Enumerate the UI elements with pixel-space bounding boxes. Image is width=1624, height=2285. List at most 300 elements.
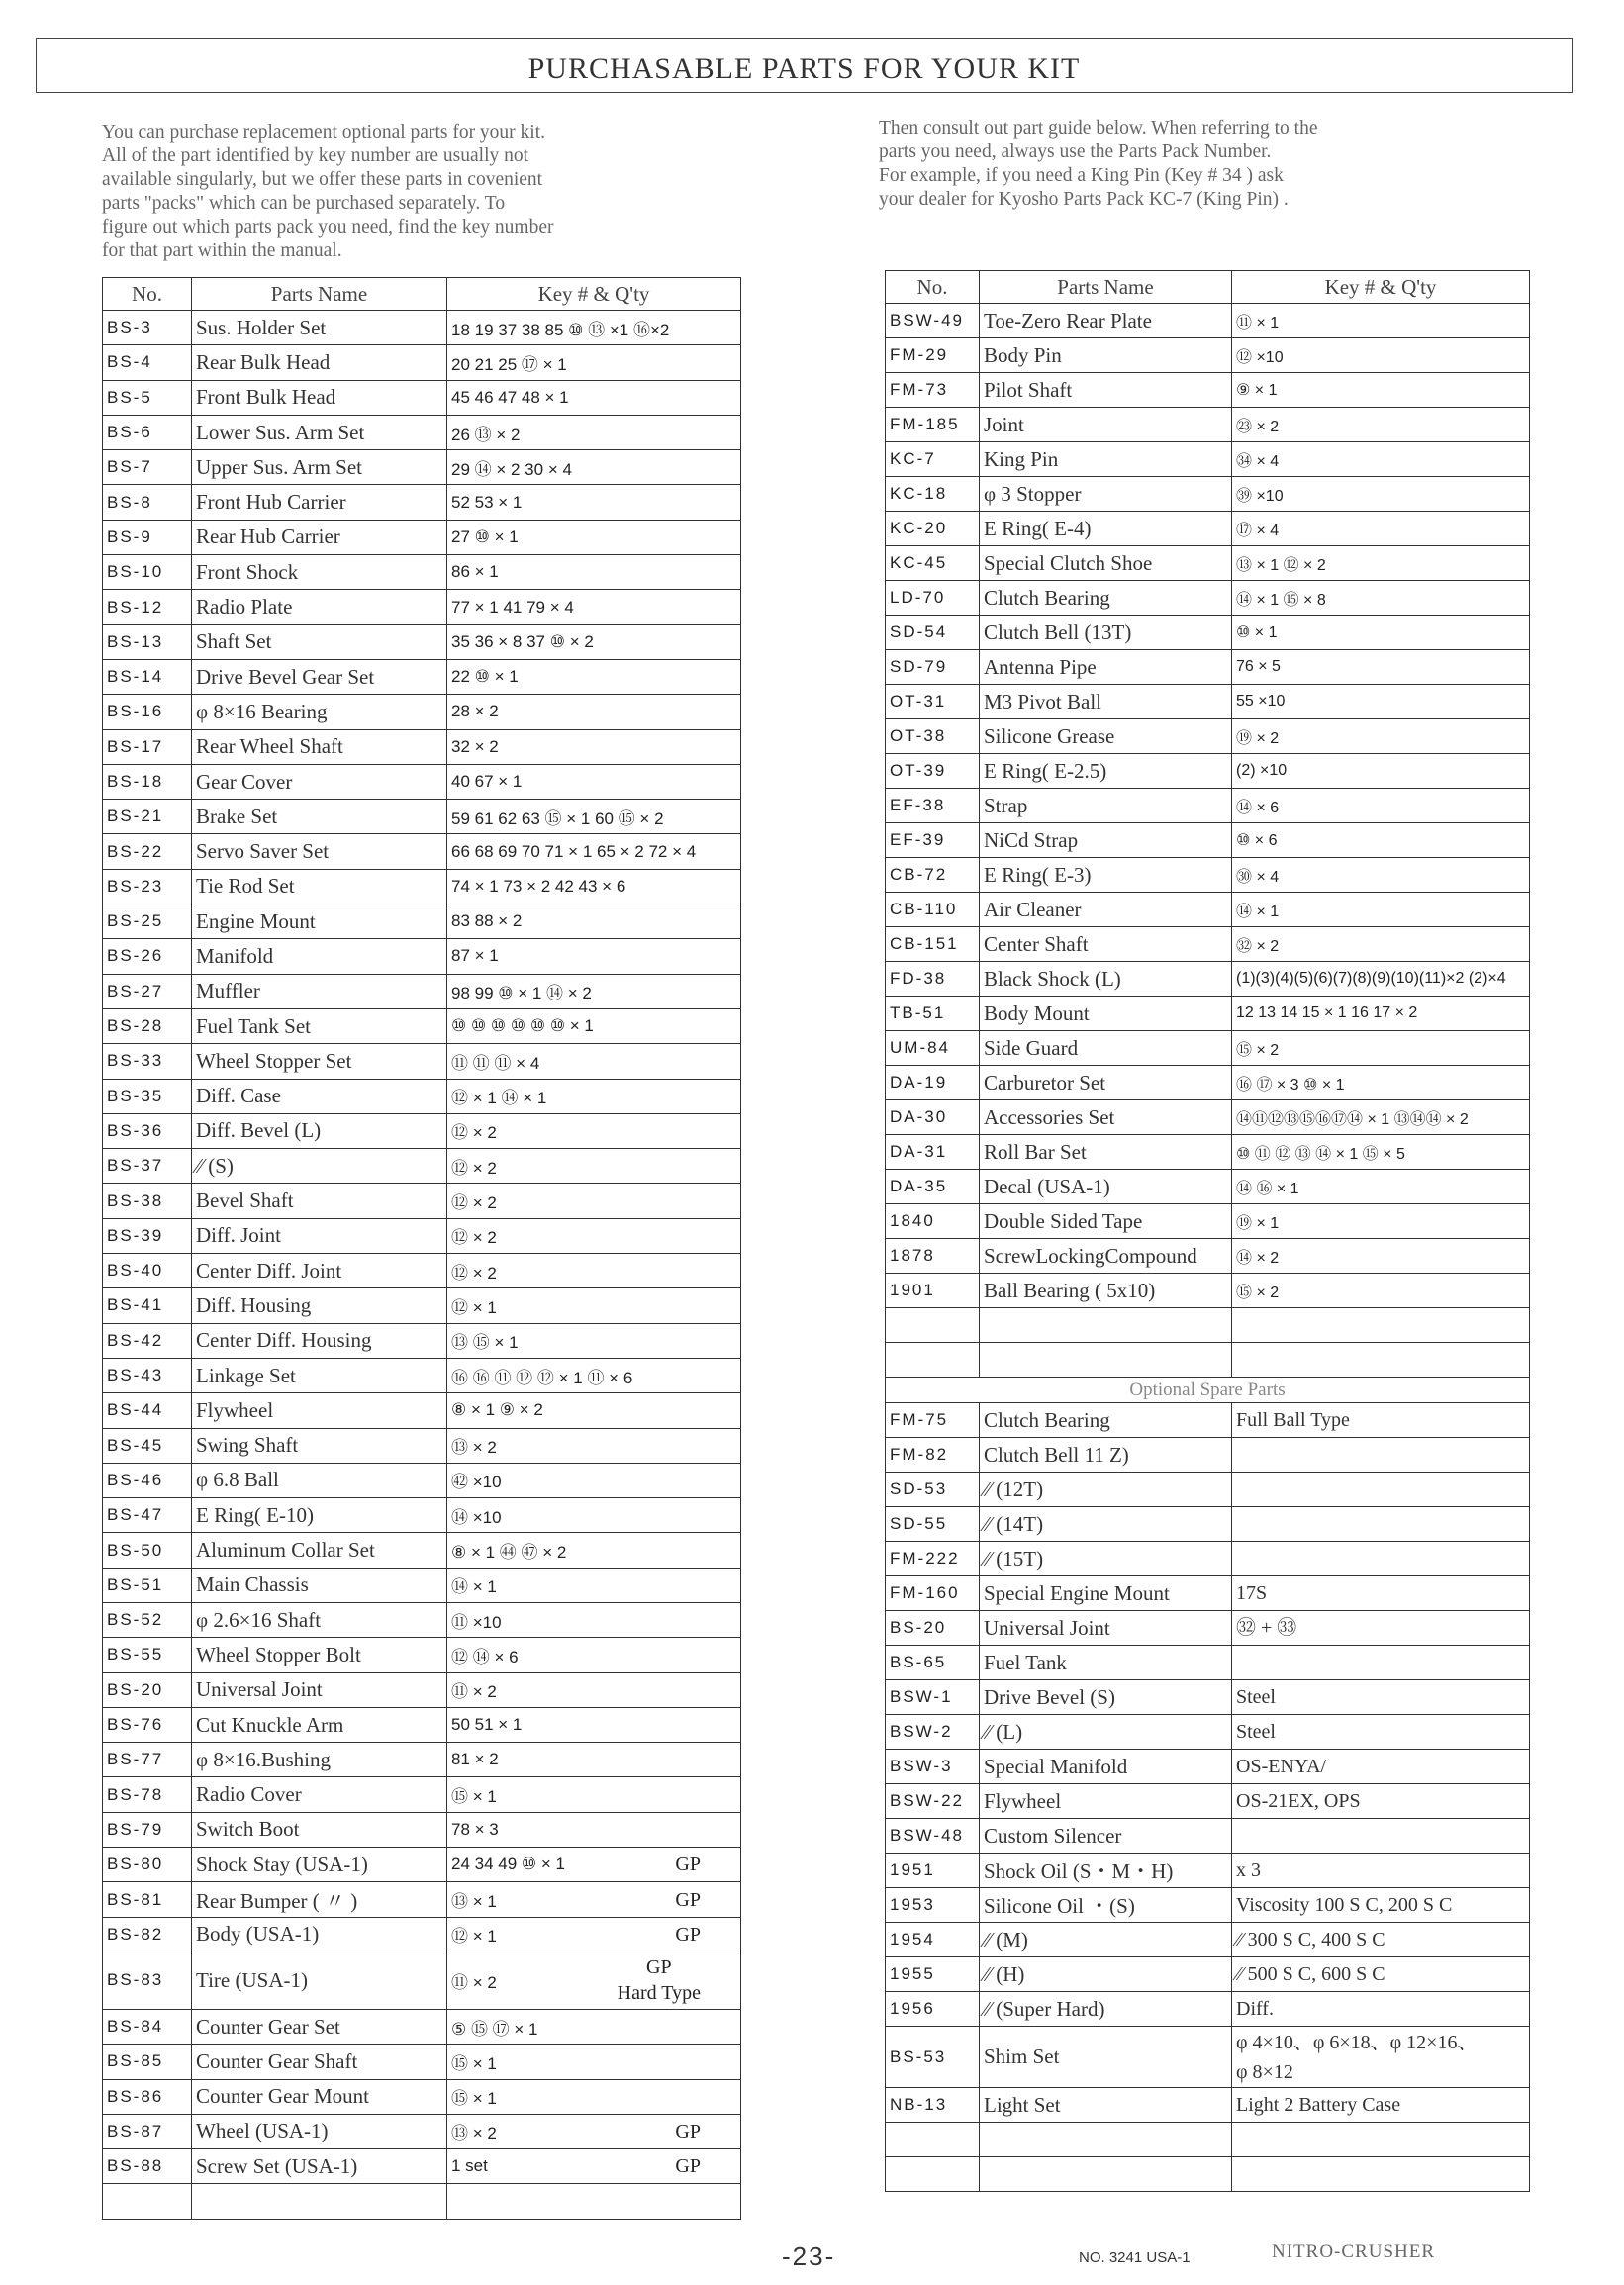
part-name: Custom Silencer xyxy=(980,1819,1232,1854)
part-name xyxy=(192,2184,447,2219)
key-qty-cell xyxy=(447,1393,741,1428)
part-name: E Ring( E-3) xyxy=(980,858,1232,893)
key-qty: (1)(3)(4)(5)(6)(7)(8)(9)(10)(11)×2 (2)×4 xyxy=(1232,962,1530,997)
table-row xyxy=(886,754,1530,789)
part-number: 1878 xyxy=(886,1239,980,1274)
part-number: DA-35 xyxy=(886,1170,980,1204)
key-qty-cell xyxy=(447,624,741,659)
part-name: Special Manifold xyxy=(980,1750,1232,1784)
key-qty: ⑧ × 1 ㊹ ㊼ × 2 xyxy=(451,1543,567,1563)
table-row xyxy=(886,823,1530,858)
key-qty-cell xyxy=(447,345,741,380)
part-name: King Pin xyxy=(980,442,1232,477)
key-qty: ⑭ ×10 xyxy=(451,1507,502,1527)
part-number: BS-79 xyxy=(103,1812,192,1847)
part-number: BS-16 xyxy=(103,695,192,729)
key-qty-cell xyxy=(447,729,741,764)
table-header-row xyxy=(886,271,1530,304)
optional-row xyxy=(886,2157,1530,2192)
part-name: Clutch Bearing xyxy=(980,1403,1232,1438)
key-qty xyxy=(1232,1343,1530,1378)
part-number: DA-31 xyxy=(886,1135,980,1170)
table-row xyxy=(103,729,741,764)
part-name: Toe-Zero Rear Plate xyxy=(980,304,1232,338)
key-qty: ⑫ × 2 xyxy=(451,1158,497,1178)
table-row xyxy=(886,650,1530,685)
part-name: Special Clutch Shoe xyxy=(980,546,1232,581)
part-name: Light Set xyxy=(980,2088,1232,2123)
part-number: BS-51 xyxy=(103,1568,192,1602)
key-qty: ⑩ × 6 xyxy=(1232,823,1530,858)
key-qty-cell xyxy=(447,1323,741,1358)
part-number: BS-4 xyxy=(103,345,192,380)
table-row xyxy=(103,2149,741,2184)
table-row xyxy=(886,581,1530,616)
key-qty: ⑫ × 2 xyxy=(451,1123,497,1143)
part-number: BS-13 xyxy=(103,624,192,659)
optional-row xyxy=(886,1438,1530,1473)
part-note xyxy=(1232,2123,1530,2157)
model-number: NO. 3241 USA-1 xyxy=(1079,2249,1191,2266)
part-name: Shim Set xyxy=(980,2027,1232,2088)
part-number: CB-110 xyxy=(886,893,980,927)
header-no: No. xyxy=(103,278,192,311)
part-number: KC-18 xyxy=(886,477,980,512)
part-number: BS-20 xyxy=(103,1672,192,1707)
part-name: Wheel Stopper Set xyxy=(192,1044,447,1079)
key-qty: ⑬ × 2 xyxy=(451,1438,497,1458)
optional-row xyxy=(886,1403,1530,1438)
part-note: ⁄⁄ 300 S C, 400 S C xyxy=(1232,1923,1530,1957)
part-note: ⁄⁄ 500 S C, 600 S C xyxy=(1232,1957,1530,1992)
table-row xyxy=(103,1777,741,1812)
table-row xyxy=(103,1008,741,1043)
table-row xyxy=(103,2114,741,2148)
table-row xyxy=(103,869,741,904)
key-qty-cell xyxy=(447,1812,741,1847)
key-qty: 77 × 1 41 79 × 4 xyxy=(451,597,574,617)
grade-note: GP xyxy=(675,1854,701,1876)
part-number: BS-22 xyxy=(103,834,192,869)
key-qty: 12 13 14 15 × 1 16 17 × 2 xyxy=(1232,997,1530,1031)
part-number: BS-5 xyxy=(103,380,192,415)
part-note: x 3 xyxy=(1232,1854,1530,1888)
table-row xyxy=(103,1079,741,1113)
grade-note: GP xyxy=(675,1888,701,1911)
part-name: Fuel Tank xyxy=(980,1646,1232,1680)
part-number: 1954 xyxy=(886,1923,980,1957)
table-row xyxy=(103,1882,741,1917)
part-name: Screw Set (USA-1) xyxy=(192,2149,447,2184)
part-name: φ 8×16.Bushing xyxy=(192,1743,447,1777)
table-row xyxy=(103,1358,741,1392)
key-qty: ⑬ × 1 ⑫ × 2 xyxy=(1232,546,1530,581)
key-qty: ⑧ × 1 ⑨ × 2 xyxy=(451,1400,543,1420)
part-name: Center Diff. Joint xyxy=(192,1254,447,1288)
part-number: KC-20 xyxy=(886,512,980,546)
key-qty: ⑲ × 2 xyxy=(1232,719,1530,754)
part-name: Universal Joint xyxy=(980,1611,1232,1646)
table-row xyxy=(103,345,741,380)
optional-row xyxy=(886,1646,1530,1680)
table-row xyxy=(886,858,1530,893)
part-number: EF-38 xyxy=(886,789,980,823)
part-number: OT-38 xyxy=(886,719,980,754)
table-row xyxy=(103,415,741,449)
table-row xyxy=(103,764,741,799)
part-name: Manifold xyxy=(192,939,447,974)
part-note: Steel xyxy=(1232,1715,1530,1750)
table-row xyxy=(886,1066,1530,1100)
key-qty: ⑫ ×10 xyxy=(1232,338,1530,373)
table-row xyxy=(103,1917,741,1952)
part-name: E Ring( E-4) xyxy=(980,512,1232,546)
table-row xyxy=(103,695,741,729)
kit-name: NITRO-CRUSHER xyxy=(1272,2241,1436,2262)
part-number: BS-81 xyxy=(103,1882,192,1917)
part-number: BS-6 xyxy=(103,415,192,449)
part-note: Full Ball Type xyxy=(1232,1403,1530,1438)
part-number: 1953 xyxy=(886,1888,980,1923)
part-number: BS-26 xyxy=(103,939,192,974)
key-qty: ⑮ × 1 xyxy=(451,2053,497,2073)
key-qty: ⑭ × 1 ⑮ × 8 xyxy=(1232,581,1530,616)
table-row xyxy=(103,1463,741,1497)
part-name: Wheel (USA-1) xyxy=(192,2114,447,2148)
key-qty: 20 21 25 ⑰ × 1 xyxy=(451,354,567,374)
key-qty-cell xyxy=(447,1533,741,1568)
key-qty-cell xyxy=(447,834,741,869)
table-row xyxy=(103,1638,741,1672)
part-number xyxy=(886,2123,980,2157)
key-qty: ⑮ × 1 xyxy=(451,2089,497,2109)
part-note: Steel xyxy=(1232,1680,1530,1715)
key-qty: ⑮ × 2 xyxy=(1232,1031,1530,1066)
part-name: Diff. Housing xyxy=(192,1288,447,1323)
part-number: BS-77 xyxy=(103,1743,192,1777)
part-number: FM-73 xyxy=(886,373,980,408)
key-qty: ⑪ × 2 xyxy=(451,1972,497,1992)
key-qty: 50 51 × 1 xyxy=(451,1715,523,1735)
key-qty-cell xyxy=(447,2079,741,2114)
part-name: ⁄⁄ (S) xyxy=(192,1149,447,1184)
part-number: FM-82 xyxy=(886,1438,980,1473)
part-number: BS-82 xyxy=(103,1917,192,1952)
part-name: E Ring( E-10) xyxy=(192,1498,447,1533)
part-number: BS-20 xyxy=(886,1611,980,1646)
table-row xyxy=(103,590,741,624)
key-qty: 83 88 × 2 xyxy=(451,911,523,931)
optional-row xyxy=(886,1611,1530,1646)
part-name: ⁄⁄ (14T) xyxy=(980,1507,1232,1542)
table-row xyxy=(103,1323,741,1358)
key-qty: ⑫ × 1 xyxy=(451,1927,497,1947)
table-row xyxy=(886,1170,1530,1204)
part-number: FM-160 xyxy=(886,1576,980,1611)
optional-row xyxy=(886,1507,1530,1542)
part-name xyxy=(980,2157,1232,2192)
part-number: 1901 xyxy=(886,1274,980,1308)
part-name: Body Mount xyxy=(980,997,1232,1031)
table-row xyxy=(886,997,1530,1031)
key-qty-cell xyxy=(447,2045,741,2079)
part-name: Drive Bevel Gear Set xyxy=(192,659,447,694)
table-row xyxy=(103,2009,741,2044)
part-note: OS-21EX, OPS xyxy=(1232,1784,1530,1819)
table-row xyxy=(103,1812,741,1847)
part-name: Shaft Set xyxy=(192,624,447,659)
part-name: M3 Pivot Ball xyxy=(980,685,1232,719)
key-qty-cell xyxy=(447,1184,741,1218)
part-number: BS-39 xyxy=(103,1218,192,1253)
part-number: DA-19 xyxy=(886,1066,980,1100)
intro-left: You can purchase replacement optional parts for your kit. All of the part identified by key number are usually not available singularly, but we offer these parts in covenient parts "packs" which can be purchased separately. To figure out which parts pack you need, find the key number for that part within the manual. xyxy=(102,122,554,261)
key-qty: 86 × 1 xyxy=(451,562,499,582)
table-row xyxy=(886,962,1530,997)
part-name: Center Shaft xyxy=(980,927,1232,962)
key-qty-cell xyxy=(447,904,741,939)
key-qty-cell xyxy=(447,1498,741,1533)
part-number: BS-43 xyxy=(103,1358,192,1392)
part-number: 1840 xyxy=(886,1204,980,1239)
optional-row xyxy=(886,1576,1530,1611)
part-number: BS-80 xyxy=(103,1848,192,1882)
part-name: Rear Wheel Shaft xyxy=(192,729,447,764)
grade-note: GP xyxy=(675,1923,701,1946)
intro-right: Then consult out part guide below. When referring to the parts you need, always use the Parts Pack Number. For example, if you need a King Pin (Key # 34 ) ask your dealer for Kyosho Parts Pack KC-7 (King Pin) . xyxy=(879,118,1318,210)
key-qty-cell xyxy=(447,311,741,345)
part-name: ⁄⁄ (Super Hard) xyxy=(980,1992,1232,2027)
part-name: Muffler xyxy=(192,974,447,1008)
optional-row xyxy=(886,1923,1530,1957)
part-number: BSW-1 xyxy=(886,1680,980,1715)
part-name: Decal (USA-1) xyxy=(980,1170,1232,1204)
part-number: CB-151 xyxy=(886,927,980,962)
key-qty: ⑬ × 2 xyxy=(451,2124,497,2143)
part-note xyxy=(1232,1819,1530,1854)
table-row xyxy=(103,1568,741,1602)
key-qty-cell xyxy=(447,695,741,729)
part-number: CB-72 xyxy=(886,858,980,893)
optional-spare-parts-title: Optional Spare Parts xyxy=(886,1378,1530,1403)
optional-row xyxy=(886,1819,1530,1854)
key-qty: ⑮ × 2 xyxy=(1232,1274,1530,1308)
part-name: Counter Gear Mount xyxy=(192,2079,447,2114)
key-qty: ㉓ × 2 xyxy=(1232,408,1530,442)
key-qty: 59 61 62 63 ⑮ × 1 60 ⑮ × 2 xyxy=(451,809,664,828)
key-qty: ⑪ ⑪ ⑪ × 4 xyxy=(451,1053,540,1073)
table-row xyxy=(103,1602,741,1637)
part-number: BS-9 xyxy=(103,520,192,554)
key-qty: 27 ⑩ × 1 xyxy=(451,526,519,546)
part-number: BS-17 xyxy=(103,729,192,764)
part-number: BS-36 xyxy=(103,1113,192,1148)
part-name: Silicone Grease xyxy=(980,719,1232,754)
part-name: Swing Shaft xyxy=(192,1428,447,1463)
part-name: Side Guard xyxy=(980,1031,1232,1066)
part-name: Body Pin xyxy=(980,338,1232,373)
part-number: BS-46 xyxy=(103,1463,192,1497)
part-name: Radio Cover xyxy=(192,1777,447,1812)
part-number: SD-55 xyxy=(886,1507,980,1542)
part-number: BS-41 xyxy=(103,1288,192,1323)
part-number: BSW-22 xyxy=(886,1784,980,1819)
part-name: Tie Rod Set xyxy=(192,869,447,904)
part-number: BSW-2 xyxy=(886,1715,980,1750)
key-qty: ⑭ × 1 xyxy=(1232,893,1530,927)
key-qty: ⑨ × 1 xyxy=(1232,373,1530,408)
optional-row xyxy=(886,2027,1530,2088)
key-qty: ⑫ × 1 ⑭ × 1 xyxy=(451,1089,547,1108)
part-name: Antenna Pipe xyxy=(980,650,1232,685)
part-name: Double Sided Tape xyxy=(980,1204,1232,1239)
part-number xyxy=(886,1343,980,1378)
part-name: Switch Boot xyxy=(192,1812,447,1847)
key-qty-cell xyxy=(447,869,741,904)
part-number: BS-21 xyxy=(103,800,192,834)
key-qty-cell xyxy=(447,1707,741,1742)
table-row xyxy=(886,1274,1530,1308)
table-row xyxy=(886,338,1530,373)
key-qty: ⑰ × 4 xyxy=(1232,512,1530,546)
part-number: BS-18 xyxy=(103,764,192,799)
part-name: ⁄⁄ (12T) xyxy=(980,1473,1232,1507)
table-row xyxy=(103,659,741,694)
table-row xyxy=(103,1743,741,1777)
key-qty-cell xyxy=(447,1358,741,1392)
part-name xyxy=(980,2123,1232,2157)
part-name: Special Engine Mount xyxy=(980,1576,1232,1611)
header-key-qty: Key # & Q'ty xyxy=(447,278,741,311)
part-name: Joint xyxy=(980,408,1232,442)
optional-header-row xyxy=(886,1378,1530,1403)
table-row xyxy=(886,1204,1530,1239)
part-number: BS-10 xyxy=(103,555,192,590)
key-qty: 55 ×10 xyxy=(1232,685,1530,719)
part-number: UM-84 xyxy=(886,1031,980,1066)
key-qty-cell xyxy=(447,1602,741,1637)
key-qty: 18 19 37 38 85 ⑩ ⑬ ×1 ⑯×2 xyxy=(451,320,670,339)
part-name: Air Cleaner xyxy=(980,893,1232,927)
key-qty: ⑫ ⑭ × 6 xyxy=(451,1647,519,1666)
key-qty: 98 99 ⑩ × 1 ⑭ × 2 xyxy=(451,984,592,1003)
part-number: FM-29 xyxy=(886,338,980,373)
part-name: Front Shock xyxy=(192,555,447,590)
key-qty-cell xyxy=(447,1777,741,1812)
key-qty-cell xyxy=(447,380,741,415)
key-qty-cell xyxy=(447,974,741,1008)
part-name: Drive Bevel (S) xyxy=(980,1680,1232,1715)
table-row xyxy=(886,1239,1530,1274)
optional-row xyxy=(886,1542,1530,1576)
part-number: BS-83 xyxy=(103,1952,192,2009)
table-row xyxy=(103,450,741,485)
key-qty-cell xyxy=(447,1079,741,1113)
table-row xyxy=(103,311,741,345)
part-name: Main Chassis xyxy=(192,1568,447,1602)
key-qty-cell xyxy=(447,1463,741,1497)
part-number: SD-53 xyxy=(886,1473,980,1507)
part-note xyxy=(1232,1542,1530,1576)
part-note xyxy=(1232,1507,1530,1542)
part-number: BS-87 xyxy=(103,2114,192,2148)
part-number: EF-39 xyxy=(886,823,980,858)
part-number: FM-75 xyxy=(886,1403,980,1438)
table-row xyxy=(103,2045,741,2079)
key-qty-cell xyxy=(447,800,741,834)
optional-row xyxy=(886,1750,1530,1784)
header-parts-name: Parts Name xyxy=(980,271,1232,304)
key-qty-cell xyxy=(447,1882,741,1917)
key-qty-cell xyxy=(447,2149,741,2184)
part-number: FD-38 xyxy=(886,962,980,997)
part-name: Diff. Bevel (L) xyxy=(192,1113,447,1148)
key-qty: 45 46 47 48 × 1 xyxy=(451,387,569,407)
key-qty-cell xyxy=(447,1218,741,1253)
header-parts-name: Parts Name xyxy=(192,278,447,311)
part-name: ⁄⁄ (H) xyxy=(980,1957,1232,1992)
table-row xyxy=(103,1184,741,1218)
part-number: BS-42 xyxy=(103,1323,192,1358)
key-qty: ⑪ × 2 xyxy=(451,1682,497,1702)
part-note xyxy=(1232,1473,1530,1507)
header-key-qty: Key # & Q'ty xyxy=(1232,271,1530,304)
optional-row xyxy=(886,1473,1530,1507)
key-qty-cell xyxy=(447,415,741,449)
part-number: BS-45 xyxy=(103,1428,192,1463)
part-name: Universal Joint xyxy=(192,1672,447,1707)
part-name: Strap xyxy=(980,789,1232,823)
table-row xyxy=(103,834,741,869)
table-row xyxy=(103,1149,741,1184)
table-row xyxy=(886,477,1530,512)
part-number: BS-38 xyxy=(103,1184,192,1218)
key-qty: 76 × 5 xyxy=(1232,650,1530,685)
part-name: φ 3 Stopper xyxy=(980,477,1232,512)
part-name: Flywheel xyxy=(192,1393,447,1428)
key-qty-cell xyxy=(447,555,741,590)
table-row xyxy=(103,380,741,415)
grade-note: GP xyxy=(675,2155,701,2178)
part-name: Flywheel xyxy=(980,1784,1232,1819)
key-qty: 81 × 2 xyxy=(451,1750,499,1769)
part-number: BS-65 xyxy=(886,1646,980,1680)
key-qty: (2) ×10 xyxy=(1232,754,1530,789)
table-row xyxy=(886,1343,1530,1378)
part-name: φ 2.6×16 Shaft xyxy=(192,1602,447,1637)
part-number xyxy=(103,2184,192,2219)
grade-note: GP xyxy=(675,2120,701,2142)
optional-row xyxy=(886,1992,1530,2027)
page-title-box xyxy=(36,38,1573,93)
key-qty: 32 × 2 xyxy=(451,736,499,756)
table-row xyxy=(103,555,741,590)
key-qty: ㊴ ×10 xyxy=(1232,477,1530,512)
part-number: FM-222 xyxy=(886,1542,980,1576)
part-name: ⁄⁄ (M) xyxy=(980,1923,1232,1957)
part-name: φ 6.8 Ball xyxy=(192,1463,447,1497)
part-name: Upper Sus. Arm Set xyxy=(192,450,447,485)
part-number: TB-51 xyxy=(886,997,980,1031)
table-row xyxy=(103,520,741,554)
key-qty: ㊷ ×10 xyxy=(451,1473,502,1492)
part-name xyxy=(980,1343,1232,1378)
key-qty: ⑬ × 1 xyxy=(451,1892,497,1911)
key-qty-cell xyxy=(447,1008,741,1043)
key-qty: ⑩ ⑩ ⑩ ⑩ ⑩ ⑩ × 1 xyxy=(451,1016,594,1036)
part-name: Lower Sus. Arm Set xyxy=(192,415,447,449)
table-row xyxy=(103,485,741,520)
